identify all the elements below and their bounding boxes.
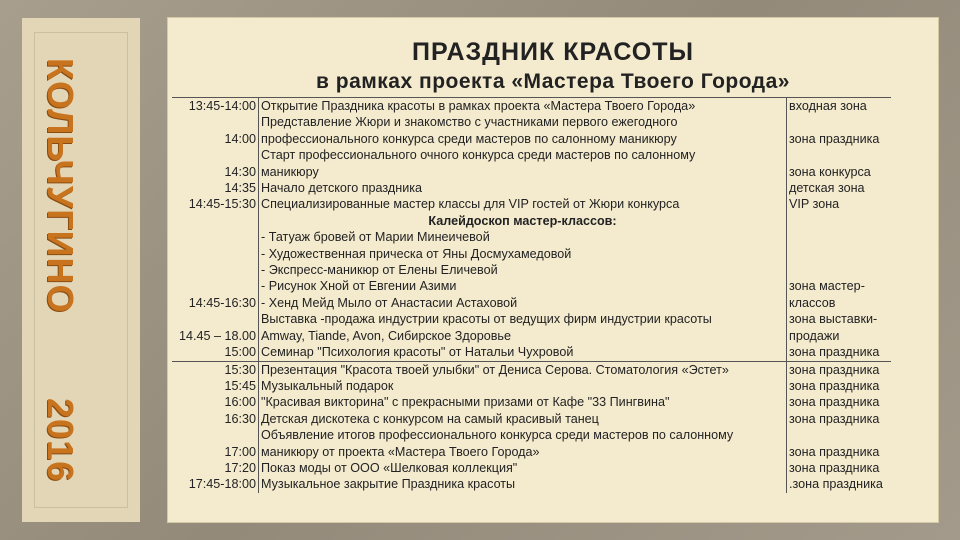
year-vertical-title: 2016 — [40, 398, 81, 483]
schedule-event: Показ моды от ООО «Шелковая коллекция" — [259, 460, 787, 476]
schedule-zone: зона праздника — [789, 411, 880, 426]
schedule-time: 16:00 — [172, 394, 259, 410]
table-row — [172, 246, 891, 262]
table-row — [172, 98, 891, 115]
table-row — [172, 361, 891, 378]
schedule-zone: зона праздника — [789, 131, 880, 146]
schedule-zone: зона праздника — [789, 444, 880, 459]
table-row — [172, 213, 891, 229]
schedule-event: Специализированные мастер классы для VIP гостей от Жюри конкурса — [259, 196, 787, 212]
schedule-zone: зона праздника — [789, 345, 880, 360]
schedule-time: 15:30 — [172, 361, 259, 378]
schedule-zone: зона праздника — [789, 378, 880, 393]
schedule-event: Музыкальное закрытие Праздника красоты — [259, 476, 787, 492]
schedule-time: 16:30 — [172, 411, 259, 427]
schedule-event: Amway, Tiande, Avon, Сибирское Здоровье — [259, 328, 787, 344]
schedule-time: 14:35 — [172, 180, 259, 196]
schedule-zone: зона выставки-продажи — [789, 312, 878, 343]
schedule-event: "Красивая викторина" с прекрасными призами от Кафе "33 Пингвина" — [259, 394, 787, 410]
table-row — [172, 262, 891, 278]
table-row — [172, 180, 891, 196]
schedule-event: маникюру от проекта «Мастера Твоего Города» — [259, 444, 787, 460]
table-row — [172, 378, 891, 394]
schedule-zone: VIP зона — [789, 197, 840, 212]
schedule-time: 14:00 — [172, 114, 259, 147]
schedule-event: - Художественная прическа от Яны Досмухамедовой — [259, 246, 787, 262]
table-row — [172, 427, 891, 443]
schedule-event: Презентация "Красота твоей улыбки" от Дениса Серова. Стоматология «Эстет» — [259, 361, 787, 378]
schedule-zone: зона конкурса — [789, 164, 871, 179]
schedule-event: Объявление итогов профессионального конкурса среди мастеров по салонному — [259, 427, 787, 443]
table-row — [172, 476, 891, 492]
schedule-event: Представление Жюри и знакомство с участниками первого ежегодного — [259, 114, 787, 130]
schedule-panel — [168, 18, 938, 522]
schedule-zone: входная зона — [787, 98, 892, 115]
table-row — [172, 131, 891, 147]
schedule-event: Калейдоскоп мастер-классов: — [259, 213, 787, 229]
schedule-event: Начало детского праздника — [259, 180, 787, 196]
schedule-event: Детская дискотека с конкурсом на самый красивый танец — [259, 411, 787, 427]
schedule-zone: зона мастер-классов — [789, 279, 865, 310]
schedule-time: 14.45 – 18.00 — [172, 311, 259, 344]
page-subtitle: в рамках проекта «Мастера Твоего Города» — [316, 70, 790, 93]
schedule-table — [172, 97, 891, 493]
schedule-zone: детская зона — [789, 181, 865, 196]
table-row — [172, 147, 891, 163]
schedule-event: - Хенд Мейд Мыло от Анастасии Астаховой — [259, 295, 787, 311]
table-row — [172, 229, 891, 245]
table-row — [172, 328, 891, 344]
table-row — [172, 460, 891, 476]
schedule-event: Музыкальный подарок — [259, 378, 787, 394]
table-row — [172, 311, 891, 327]
schedule-time: 17:45-18:00 — [172, 476, 259, 492]
schedule-event: Старт профессионального очного конкурса среди мастеров по салонному — [259, 147, 787, 163]
schedule-event: - Татуаж бровей от Марии Минеичевой — [259, 229, 787, 245]
table-row — [172, 394, 891, 410]
city-vertical-title: КОЛЬЧУГИНО — [40, 58, 81, 314]
schedule-time: 17:00 — [172, 427, 259, 460]
table-row — [172, 295, 891, 311]
table-row — [172, 114, 891, 130]
schedule-event: - Рисунок Хной от Евгении Азими — [259, 278, 787, 294]
schedule-zone: зона праздника — [789, 395, 880, 410]
table-row — [172, 196, 891, 212]
table-row — [172, 411, 891, 427]
schedule-time: 17:20 — [172, 460, 259, 476]
schedule-zone: .зона праздника — [789, 477, 883, 492]
schedule-time: 13:45-14:00 — [172, 98, 259, 115]
schedule-event: Выставка -продажа индустрии красоты от ведущих фирм индустрии красоты — [259, 311, 787, 327]
page-title: ПРАЗДНИК КРАСОТЫ — [412, 38, 694, 66]
schedule-event: - Экспресс-маникюр от Елены Еличевой — [259, 262, 787, 278]
schedule-time: 15:00 — [172, 344, 259, 361]
schedule-time: 14:45-16:30 — [172, 213, 259, 311]
schedule-time: 15:45 — [172, 378, 259, 394]
schedule-event: Семинар "Психология красоты" от Натальи Чухровой — [259, 344, 787, 361]
table-row — [172, 444, 891, 460]
table-row — [172, 344, 891, 361]
schedule-event: Открытие Праздника красоты в рамках проекта «Мастера Твоего Города» — [259, 98, 787, 115]
schedule-zone: зона праздника — [787, 361, 892, 378]
table-row — [172, 278, 891, 294]
schedule-time: 14:30 — [172, 147, 259, 180]
schedule-event: профессионального конкурса среди мастеров по салонному маникюру — [259, 131, 787, 147]
schedule-event: маникюру — [259, 164, 787, 180]
schedule-zone: зона праздника — [789, 460, 880, 475]
table-row — [172, 164, 891, 180]
schedule-time: 14:45-15:30 — [172, 196, 259, 212]
